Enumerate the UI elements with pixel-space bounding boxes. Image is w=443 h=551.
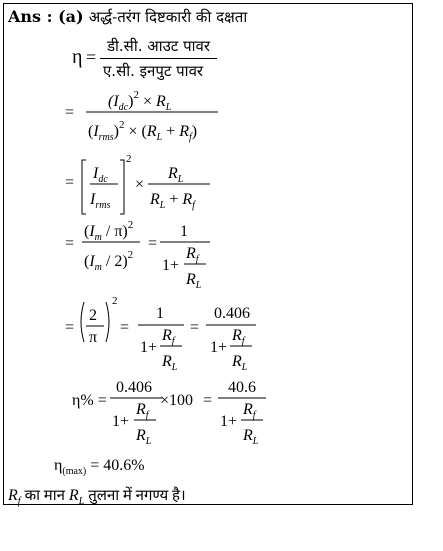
eq3-inner-denominator: $I_{rms}$ [90,191,111,211]
left-bracket [82,160,86,214]
note-sub-l: L [78,496,85,507]
eq1-denominator: ए.सी. इनपुट पावर [103,62,204,80]
eq5-one-plus: 1+ [140,339,158,356]
note-var-r1: R [8,487,18,504]
eq5-pi: π [89,329,98,346]
equals-sign-1: = [86,47,97,67]
eq5-exponent: 2 [112,295,118,307]
note-line [8,485,186,507]
eq6-right-rf: $R_f$ [243,401,256,421]
eq3-exponent: 2 [126,153,132,165]
eq6-right-rl: $R_L$ [243,427,259,447]
eq2-numerator: $(I_{dc})^2 \times R_L$ [108,89,172,113]
eq6-right-one-plus: 1+ [220,413,238,430]
eq6-rf: $R_f$ [136,401,149,421]
equals-sign-9: = [203,392,213,409]
eq5-right-rf: $R_f$ [232,327,245,347]
eq2-denominator: $(I_{rms})^2 \times (R_L + R_f)$ [88,119,198,143]
equals-sign-8: = [190,319,200,336]
eq3-inner-numerator: $I_{dc}$ [93,165,108,185]
eq4-rl: $R_L$ [186,271,202,291]
eta-symbol: η [72,46,83,68]
eq4-numerator: $(I_m / \pi)^2$ [84,219,134,243]
eq6-rl: $R_L$ [136,427,152,447]
right-bracket [120,160,124,214]
eq1-numerator: डी.सी. आउट पावर [107,37,210,55]
result-line: $\eta_{(max)} = 40.6\%$ [54,457,145,477]
eq5-rl: $R_L$ [162,353,178,373]
equals-sign-4: = [65,235,75,252]
answer-title: अर्द्ध-तरंग दिष्टकारी की दक्षता [88,8,248,26]
eq6-multiplier: ×100 [160,392,194,409]
eq3-right-numerator: $R_L$ [168,165,184,185]
eq6-right-numerator: 40.6 [228,379,256,396]
right-paren [106,302,109,342]
note-text-1: का मान [24,488,65,504]
eq5-two: 2 [89,307,97,324]
eq5-rf: $R_f$ [162,327,175,347]
equals-sign-7: = [120,319,130,336]
eq5-value: 0.406 [214,305,250,322]
eq5-right-rl: $R_L$ [232,353,248,373]
eq3-right-denominator: $R_L + R_f$ [150,191,195,211]
note-sub-f: f [17,496,21,507]
eq4-one: 1 [180,223,188,240]
eq6-one-plus: 1+ [112,413,130,430]
eq3-times: × [135,176,145,193]
answer-label: Ans : (a) [8,7,84,26]
note-text-2: तुलना में नगण्य है। [88,488,186,504]
left-paren [81,302,84,342]
eta-percent-label: η% = [72,392,107,409]
eq6-numerator: 0.406 [116,379,152,396]
eq4-one-plus: 1+ [162,257,180,274]
eq5-one: 1 [156,305,164,322]
note-var-r2: R [68,487,79,504]
eq4-rf: $R_f$ [186,245,199,265]
eq4-denominator: $(I_m / 2)^2$ [84,249,134,273]
equals-sign-2: = [65,104,75,121]
eq5-right-one-plus: 1+ [210,339,228,356]
equals-sign-3: = [65,174,75,191]
equals-sign-5: = [148,235,158,252]
equals-sign-6: = [65,319,75,336]
